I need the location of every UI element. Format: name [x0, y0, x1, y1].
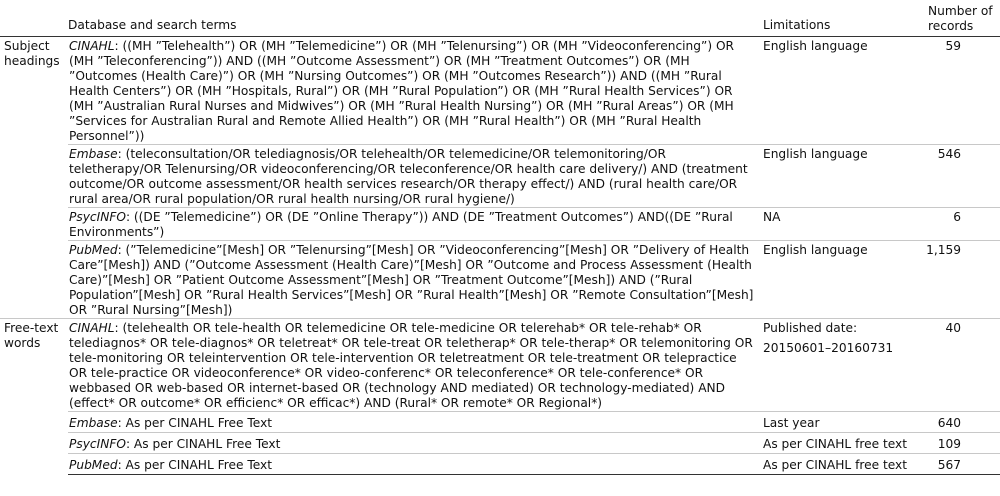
- search-terms: (teleconsultation/OR telediagnosis/OR telehealth/OR telemedicine/OR telemonitoring/OR teletherapy/OR Telenursing/OR videoconferencing/OR teleconference/OR health care delivery/) AND (treatment outcome/OR outcome assessment/OR health services research/OR therapy effect/) AND (rural health care/OR rural area/OR rural population/OR rural health nursing/OR rural hygiene/): [69, 147, 748, 206]
- search-terms: As per CINAHL Free Text: [133, 437, 281, 451]
- limitation-cell: As per CINAHL free text: [763, 454, 922, 475]
- search-terms-cell: Embase: As per CINAHL Free Text: [68, 412, 763, 433]
- database-name: CINAHL: [69, 321, 115, 335]
- record-count: 567: [922, 454, 1000, 475]
- search-terms: ((MH ”Telehealth”) OR (MH ”Telemedicine”) OR (MH ”Telenursing”) OR (MH ”Videoconferencing”) OR (MH ”Teleconferencing”)) AND ((MH ”Outcome Assessment”) OR (MH ”Treatment Outcomes”) OR (MH ”Outcomes (Health Care)”) OR (MH ”Nursing Outcomes”) OR (MH ”Outcomes Research”)) AND ((MH ”Rural Health Centers”) OR (MH ”Hospitals, Rural”) OR (MH ”Rural Population”) OR (MH ”Rural Health Services”) OR (MH ”Australian Rural Nurses and Midwives”) OR (MH ”Rural Health Nursing”) OR (MH ”Rural Areas”) OR (MH ”Services for Australian Rural and Remote Allied Health”) OR (MH ”Rural Health”) OR (MH ”Rural Health Personnel”)): [69, 39, 735, 143]
- table-row: [0, 241, 1000, 319]
- limitation-cell: [763, 319, 922, 412]
- record-count: 546: [922, 145, 1000, 208]
- category-label: Subject headings: [4, 39, 60, 68]
- table-row: [0, 319, 1000, 412]
- table-row: [0, 412, 1000, 433]
- table-row: [0, 433, 1000, 454]
- database-name: Embase: [69, 416, 118, 430]
- limitation-cell: English language: [763, 241, 922, 319]
- header-category: [0, 4, 68, 37]
- record-count: 6: [922, 208, 1000, 241]
- limitation-cell: NA: [763, 208, 922, 241]
- header-number-of-records: Number of records: [922, 4, 1000, 37]
- limitation-cell: English language: [763, 39, 868, 53]
- header-database: Database and search terms: [68, 4, 763, 37]
- table-row: [0, 145, 1000, 208]
- header-row: [0, 4, 1000, 37]
- record-count: 40: [922, 319, 1000, 412]
- database-name: Embase: [69, 147, 118, 161]
- database-name: CINAHL: [69, 39, 115, 53]
- search-terms-cell: CINAHL: (telehealth OR tele-health OR telemedicine OR tele-medicine OR telerehab* OR tele-rehab* OR telediagnos* OR tele-diagnos* OR teletreat* OR tele-treat OR teletherap* OR tele-therap* OR telemonitoring OR tele-monitoring OR teleintervention OR tele-intervention OR teletreatment OR tele-treatment OR telepractice OR tele-practice OR videoconference* OR video-conferenc* OR teleconference* OR tele-conference* OR webbased OR web-based OR internet-based OR (technology AND mediated) OR technology-mediated) AND (effect* OR outcome* OR efficienc* OR efficac*) AND (Rural* OR remote* OR Regional*): [68, 319, 763, 412]
- search-strategy-table: [0, 4, 1000, 475]
- database-name: PsycINFO: [69, 210, 126, 224]
- search-terms: As per CINAHL Free Text: [125, 458, 272, 472]
- record-count: 109: [922, 433, 1000, 454]
- section-free-text-words: [0, 319, 1000, 475]
- search-terms: (telehealth OR tele-health OR telemedicine OR tele-medicine OR telerehab* OR tele-rehab* OR telediagnos* OR tele-diagnos* OR teletreat* OR tele-treat OR teletherap* OR tele-therap* OR telemonitoring OR tele-monitoring OR teleintervention OR tele-intervention OR teletreatment OR tele-treatment OR telepractice OR tele-practice OR videoconference* OR video-conferenc* OR teleconference* OR tele-conference* OR webbased OR web-based OR internet-based OR (technology AND mediated) OR technology-mediated) AND (effect* OR outcome* OR efficienc* OR efficac*) AND (Rural* OR remote* OR Regional*): [69, 321, 753, 410]
- search-terms: (”Telemedicine”[Mesh] OR ”Telenursing”[Mesh] OR ”Videoconferencing”[Mesh] OR ”Delivery of Health Care”[Mesh]) AND (”Outcome Assessment (Health Care)”[Mesh] OR ”Outcome and Process Assessment (Health Care)”[Mesh] OR ”Patient Outcome Assessment”[Mesh] OR ”Treatment Outcome”[Mesh]) AND (”Rural Population”[Mesh] OR ”Rural Health Services”[Mesh] OR ”Rural Health”[Mesh] OR ”Remote Consultation”[Mesh] OR ”Rural Nursing”[Mesh]): [69, 243, 754, 317]
- limitation-cell: Last year: [763, 412, 922, 433]
- search-terms: ((DE ”Telemedicine”) OR (DE ”Online Therapy”)) AND (DE ”Treatment Outcomes”) AND((DE ”Rural Environments”): [69, 210, 733, 239]
- search-terms-cell: PubMed: As per CINAHL Free Text: [68, 454, 763, 475]
- table-row: [0, 37, 1000, 145]
- database-name: PsycINFO: [69, 437, 126, 451]
- table-row: [0, 208, 1000, 241]
- search-terms-cell: PsycINFO: As per CINAHL Free Text: [68, 433, 763, 454]
- search-terms-cell: CINAHL: ((MH ”Telehealth”) OR (MH ”Telemedicine”) OR (MH ”Telenursing”) OR (MH ”Videoconferencing”) OR (MH ”Teleconferencing”)) AND ((MH ”Outcome Assessment”) OR (MH ”Treatment Outcomes”) OR (MH ”Outcomes (Health Care)”) OR (MH ”Nursing Outcomes”) OR (MH ”Outcomes Research”)) AND ((MH ”Rural Health Centers”) OR (MH ”Hospitals, Rural”) OR (MH ”Rural Population”) OR (MH ”Rural Health Services”) OR (MH ”Australian Rural Nurses and Midwives”) OR (MH ”Rural Health Nursing”) OR (MH ”Rural Areas”) OR (MH ”Services for Australian Rural and Remote Allied Health”) OR (MH ”Rural Health”) OR (MH ”Rural Health Personnel”)): [69, 39, 735, 143]
- record-count: 1,159: [922, 241, 1000, 319]
- database-name: PubMed: [69, 243, 118, 257]
- database-name: PubMed: [69, 458, 118, 472]
- limitation-date-range: 20150601–20160731: [763, 341, 894, 355]
- limitation-cell: As per CINAHL free text: [763, 433, 922, 454]
- limitation-text: Published date:: [763, 321, 858, 335]
- search-terms: As per CINAHL Free Text: [125, 416, 273, 430]
- header-limitations: Limitations: [763, 4, 922, 37]
- search-terms-cell: PubMed: (”Telemedicine”[Mesh] OR ”Telenursing”[Mesh] OR ”Videoconferencing”[Mesh] OR ”Delivery of Health Care”[Mesh]) AND (”Outcome Assessment (Health Care)”[Mesh] OR ”Outcome and Process Assessment (Health Care)”[Mesh] OR ”Patient Outcome Assessment”[Mesh] OR ”Treatment Outcome”[Mesh]) AND (”Rural Population”[Mesh] OR ”Rural Health Services”[Mesh] OR ”Rural Health”[Mesh] OR ”Remote Consultation”[Mesh] OR ”Rural Nursing”[Mesh]): [68, 241, 763, 319]
- category-label: Free-text words: [0, 319, 68, 475]
- record-count: 640: [922, 412, 1000, 433]
- limitation-cell: English language: [763, 145, 922, 208]
- record-count: 59: [945, 39, 961, 53]
- search-terms-cell: Embase: (teleconsultation/OR telediagnosis/OR telehealth/OR telemedicine/OR telemonitoring/OR teletherapy/OR Telenursing/OR videoconferencing/OR teleconference/OR health care delivery/) AND (treatment outcome/OR outcome assessment/OR health services research/OR therapy effect/) AND (rural health care/OR rural area/OR rural population/OR rural health nursing/OR rural hygiene/): [68, 145, 763, 208]
- search-terms-cell: PsycINFO: ((DE ”Telemedicine”) OR (DE ”Online Therapy”)) AND (DE ”Treatment Outcomes”) AND((DE ”Rural Environments”): [68, 208, 763, 241]
- table-row: [0, 454, 1000, 475]
- section-subject-headings: [0, 37, 1000, 319]
